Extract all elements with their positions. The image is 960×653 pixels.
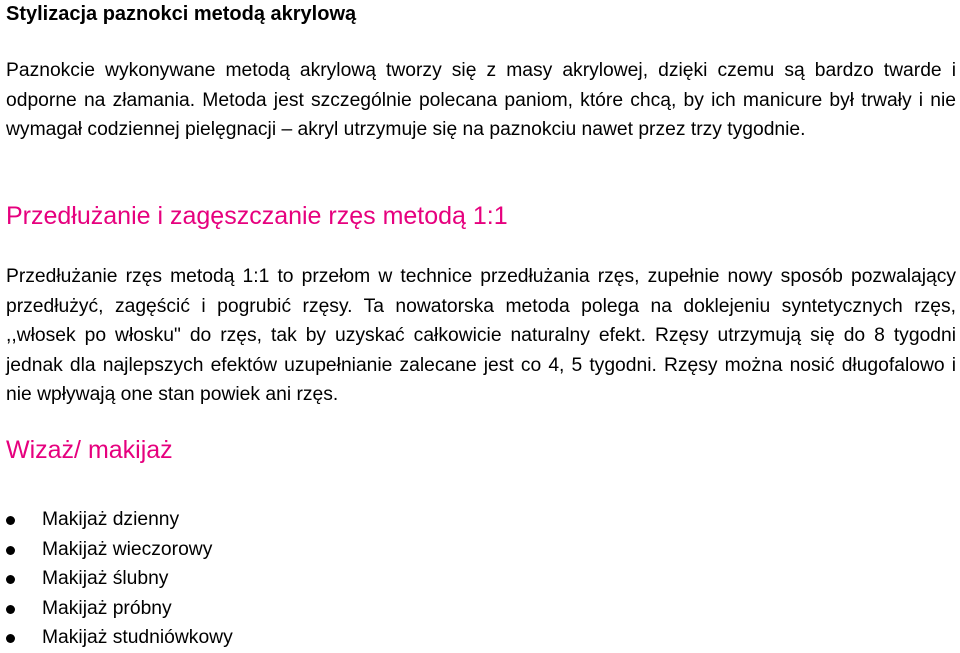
- eyelash-extension-paragraph: Przedłużanie rzęs metodą 1:1 to przełom w technice przedłużania rzęs, zupełnie nowy sposób pozwalający przedłużyć, zagęścić i pogrubić rzęsy. Ta nowatorska metoda polega na doklejeniu syntetycznych rzęs, ,,włosek po włosku" do rzęs, tak by uzyskać całkowicie naturalny efekt. Rzęsy utrzymują się do 8 tygodni jednak dla najlepszych efektów uzupełnianie zalecane jest co 4, 5 tygodni. Rzęsy można nosić długofalowo i nie wpływają one stan powiek ani rzęs.: [6, 266, 956, 405]
- nail-styling-heading: Stylizacja paznokci metodą akrylową: [6, 3, 357, 25]
- list-item-label: Makijaż wieczorowy: [42, 538, 213, 560]
- bullet-dot-icon: [6, 575, 15, 584]
- eyelash-extension-heading: Przedłużanie i zagęszczanie rzęs metodą 1:1: [6, 202, 508, 230]
- bullet-dot-icon: [6, 546, 15, 555]
- bullet-dot-icon: [6, 634, 15, 643]
- nail-styling-paragraph: Paznokcie wykonywane metodą akrylową tworzy się z masy akrylowej, dzięki czemu są bardzo twarde i odporne na złamania. Metoda jest szczególnie polecana paniom, które chcą, by ich manicure był trwały i nie wymagał codziennej pielęgnacji – akryl utrzymuje się na paznokciu nawet przez trzy tygodnie.: [6, 60, 956, 140]
- list-item-label: Makijaż studniówkowy: [42, 627, 233, 648]
- list-item-label: Makijaż próbny: [42, 597, 172, 619]
- list-item: [6, 623, 233, 653]
- bullet-dot-icon: [6, 516, 15, 525]
- makeup-heading: Wizaż/ makijaż: [6, 436, 173, 464]
- bullet-dot-icon: [6, 605, 15, 614]
- list-item-label: Makijaż ślubny: [42, 568, 169, 589]
- list-item-label: Makijaż dzienny: [42, 509, 180, 530]
- list-item: [6, 594, 233, 624]
- list-item: [6, 535, 233, 565]
- makeup-list: [6, 505, 233, 653]
- list-item: [6, 564, 233, 594]
- list-item: [6, 505, 233, 535]
